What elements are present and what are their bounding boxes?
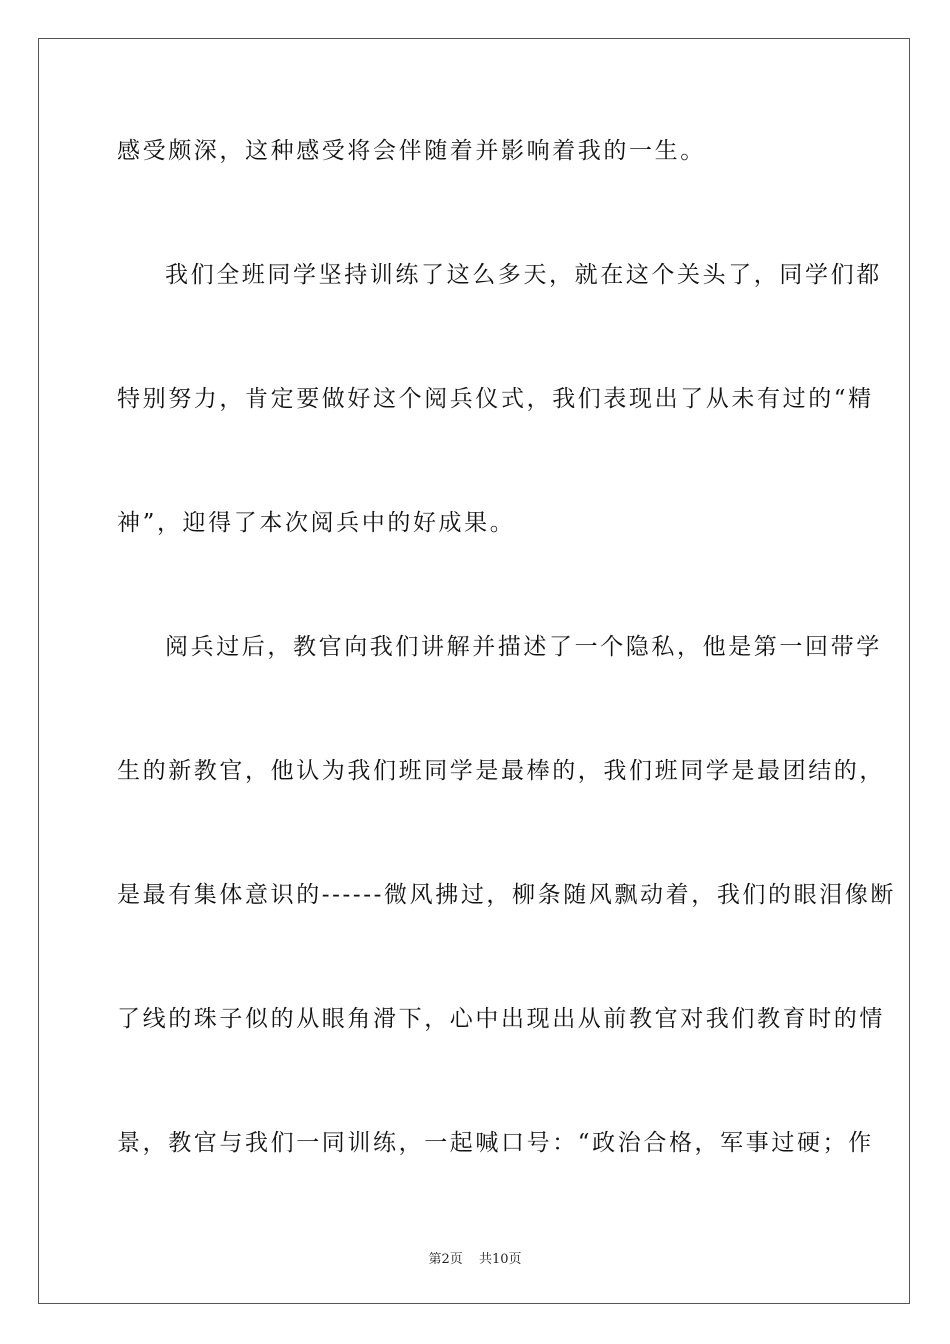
text-line: 了线的珠子似的从眼角滑下，心中出现出从前教官对我们教育时的情: [117, 1006, 885, 1032]
page-total: 共10页: [478, 1252, 522, 1267]
text-line: 是最有集体意识的------微风拂过，柳条随风飘动着，我们的眼泪像断: [117, 882, 897, 908]
text-line: 感受颇深，这种感受将会伴随着并影响着我的一生。: [117, 138, 706, 164]
text-line: 神”，迎得了本次阅兵中的好成果。: [117, 510, 516, 536]
text-line: 我们全班同学坚持训练了这么多天，就在这个关头了，同学们都: [165, 262, 882, 288]
text-line: 景，教官与我们一同训练，一起喊口号：“政治合格，军事过硬；作: [117, 1130, 874, 1156]
page-border: [38, 38, 910, 1304]
text-line: 特别努力，肯定要做好这个阅兵仪式，我们表现出了从未有过的“精: [117, 386, 874, 412]
page-footer: [0, 1248, 950, 1267]
text-line: 生的新教官，他认为我们班同学是最棒的，我们班同学是最团结的，: [117, 758, 885, 784]
text-line: 阅兵过后，教官向我们讲解并描述了一个隐私，他是第一回带学: [165, 634, 882, 660]
page-number: 第2页: [428, 1252, 463, 1267]
